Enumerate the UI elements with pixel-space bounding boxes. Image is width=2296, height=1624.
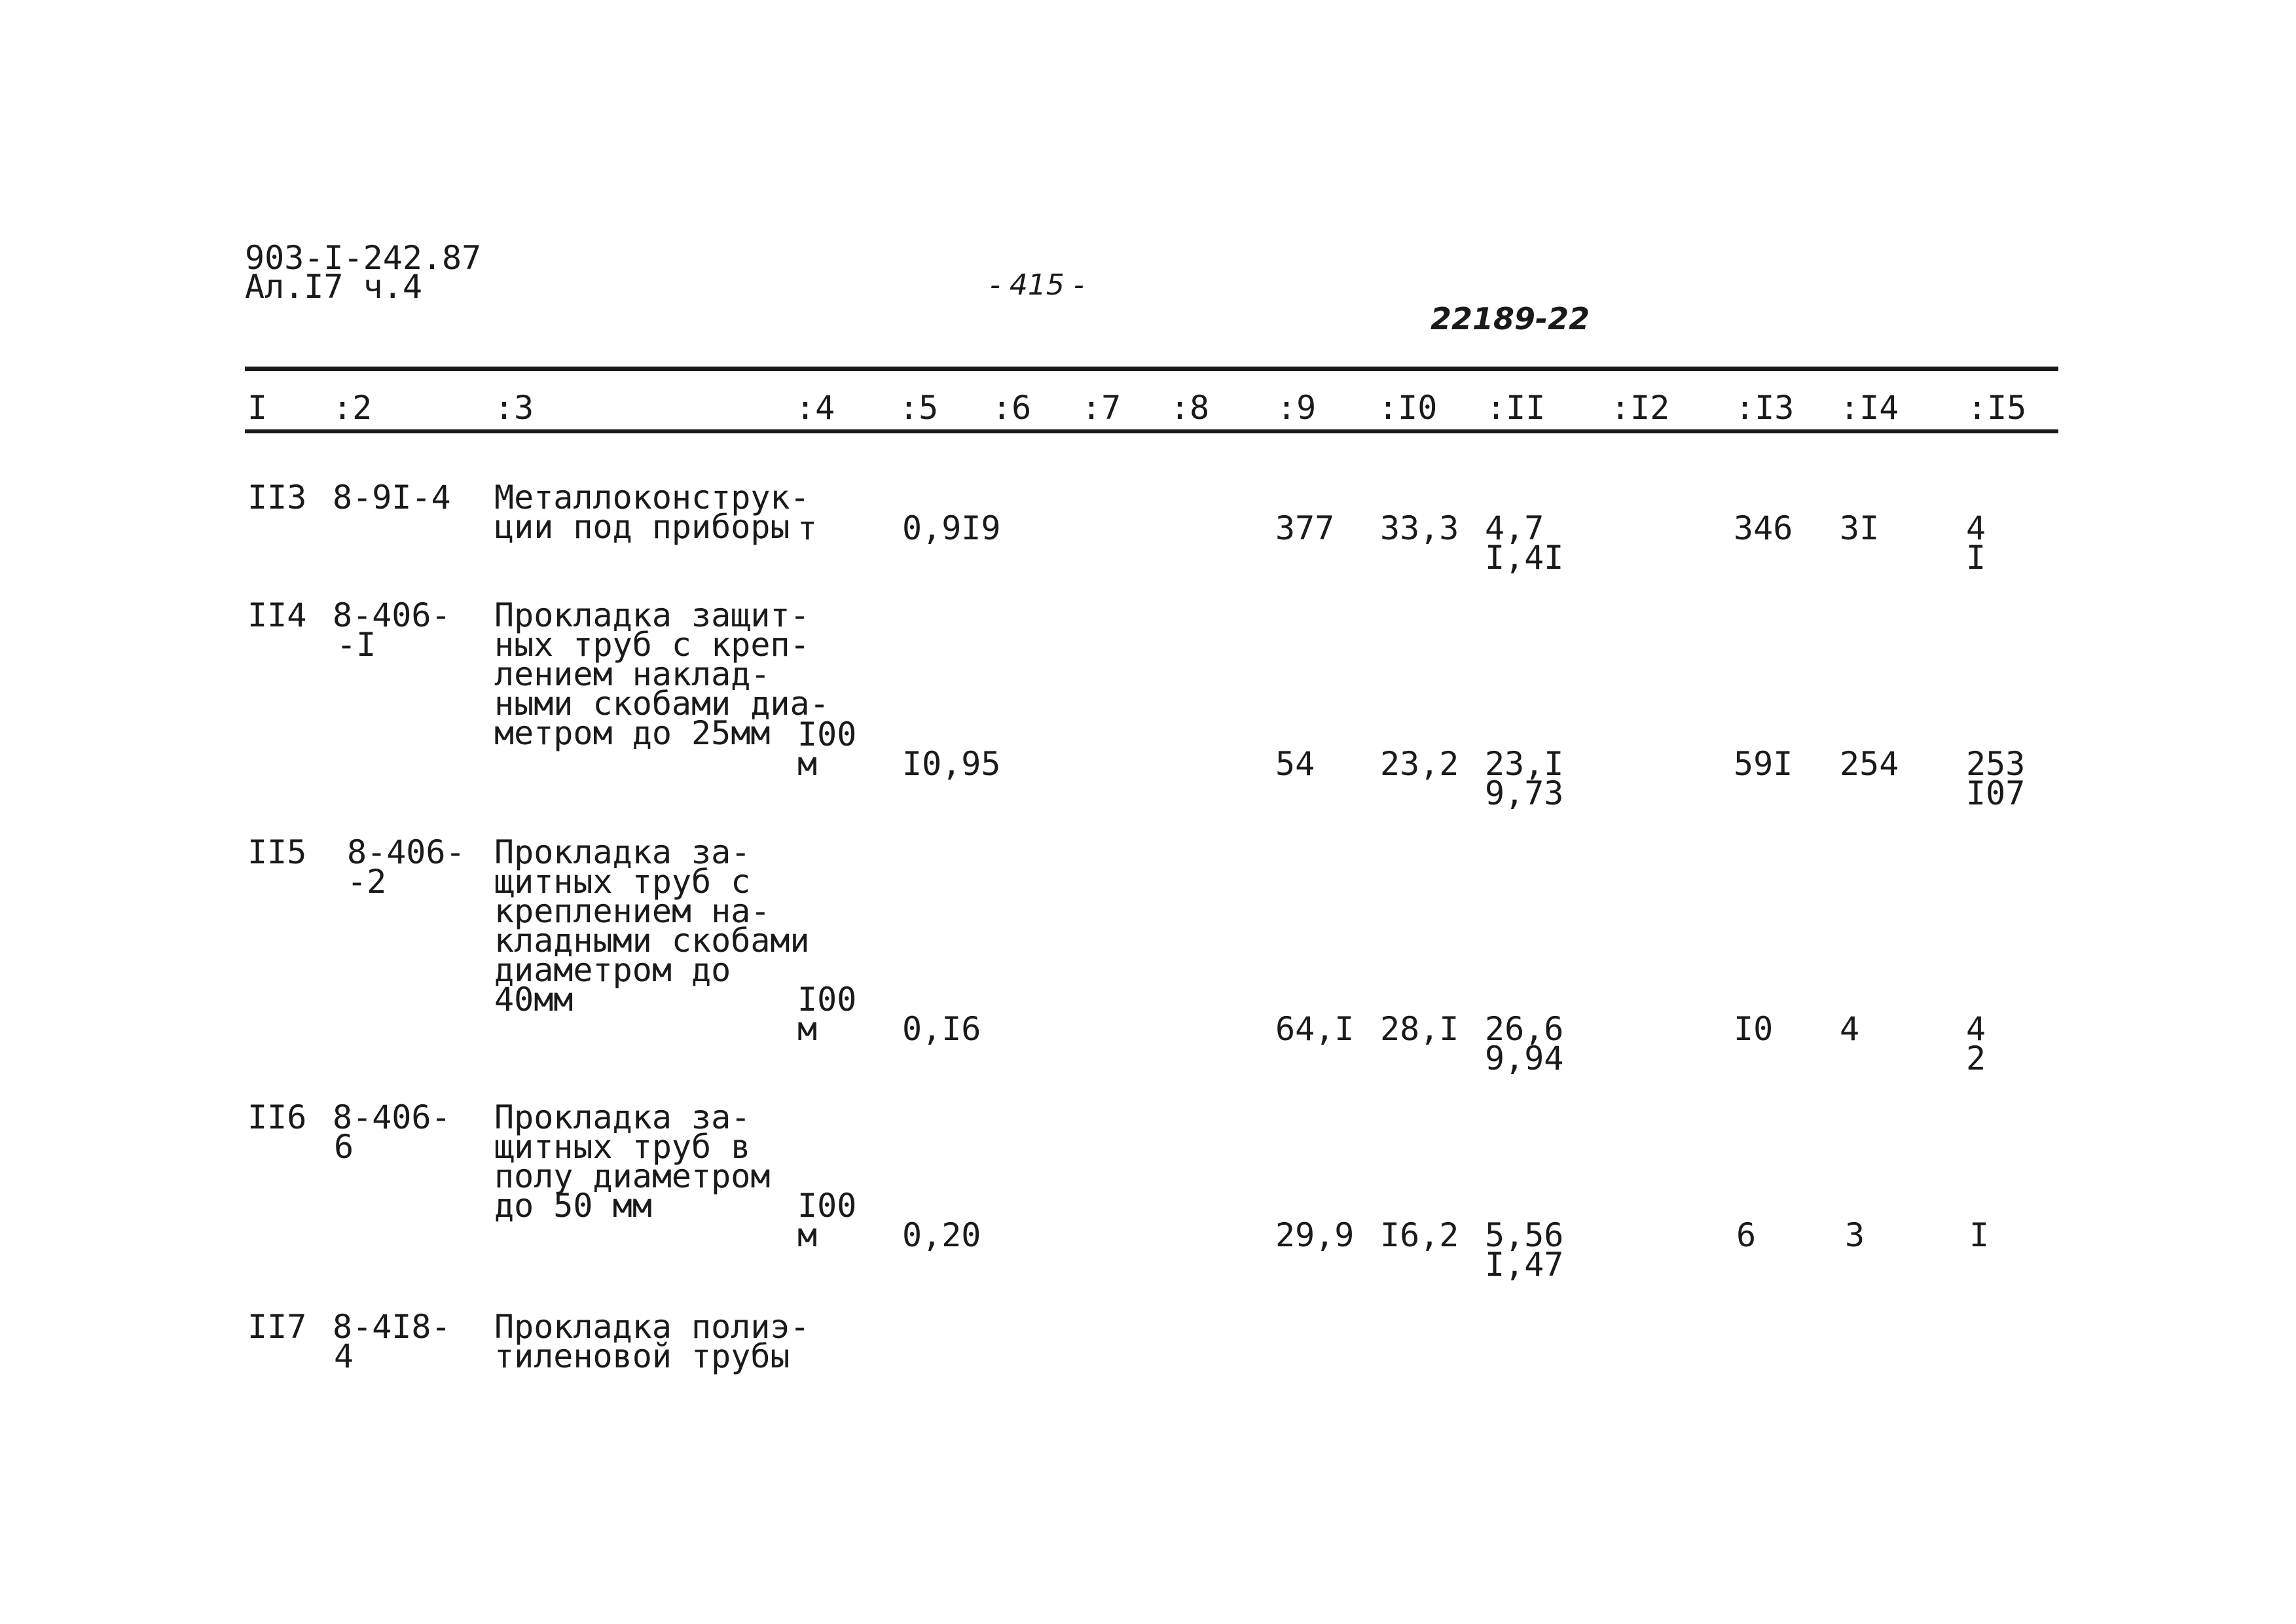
column-15-value: I (1969, 1216, 1990, 1254)
estimate-code: 8-4I8- 4 (333, 1308, 451, 1375)
column-10-value: 33,3 (1380, 509, 1459, 547)
column-header-5: :5 (899, 389, 939, 427)
work-name: Прокладка за- щитных труб с креплением на- кладными скобами диаметром до 40мм (494, 833, 810, 1019)
row-number: II6 (247, 1098, 307, 1136)
document-code (245, 239, 482, 306)
column-15-value: 4 I (1966, 509, 1986, 577)
row-number: II3 (247, 478, 307, 516)
column-header-2: :2 (333, 389, 373, 427)
estimate-code: 8-9I-4 (333, 478, 451, 516)
table-top-rule (245, 367, 2058, 371)
row-number: II7 (247, 1308, 307, 1346)
column-11-value: 23,I 9,73 (1485, 745, 1564, 812)
column-14-value: 254 (1840, 745, 1899, 783)
row-number: II4 (247, 596, 307, 634)
column-13-value: 346 (1734, 509, 1793, 547)
column-header-11: :II (1486, 389, 1546, 427)
column-header-14: :I4 (1840, 389, 1899, 427)
column-header-8: :8 (1170, 389, 1210, 427)
quantity: I0,95 (902, 745, 1001, 783)
column-header-6: :6 (992, 389, 1032, 427)
work-name: Металлоконструк- ции под приборы (494, 478, 810, 546)
column-13-value: 59I (1734, 745, 1793, 783)
column-9-value: 54 (1275, 745, 1315, 783)
work-name: Прокладка полиэ- тиленовой трубы (494, 1308, 810, 1375)
column-14-value: 3 (1845, 1216, 1865, 1254)
column-11-value: 4,7 I,4I (1485, 509, 1564, 577)
unit: I00 м (797, 981, 857, 1048)
document-code-line-2: Ал.I7 ч.4 (245, 268, 422, 306)
unit: I00 м (797, 715, 857, 783)
column-header-15: :I5 (1967, 389, 2027, 427)
estimate-code: 8-406- 6 (333, 1098, 451, 1166)
inventory-stamp: 22189-22 (1430, 301, 1590, 336)
column-header-13: :I3 (1735, 389, 1795, 427)
column-header-7: :7 (1082, 389, 1121, 427)
work-name: Прокладка защит- ных труб с креп- лением наклад- ными скобами диа- метром до 25мм (494, 596, 829, 752)
column-11-value: 26,6 9,94 (1485, 1010, 1564, 1077)
unit: т (797, 509, 818, 547)
estimate-code: 8-406- -2 (347, 833, 465, 901)
column-header-12: :I2 (1611, 389, 1670, 427)
work-name: Прокладка за- щитных труб в полу диаметром до 50 мм (494, 1098, 771, 1225)
quantity: 0,9I9 (902, 509, 1001, 547)
column-9-value: 64,I (1275, 1010, 1355, 1048)
column-15-value: 4 2 (1966, 1010, 1986, 1077)
column-10-value: I6,2 (1380, 1216, 1459, 1254)
column-header-4: :4 (795, 389, 835, 427)
document-code-line-1: 903-I-242.87 (245, 239, 482, 277)
column-header-10: :I0 (1378, 389, 1438, 427)
column-header-1: I (247, 389, 268, 427)
column-11-value: 5,56 I,47 (1485, 1216, 1564, 1284)
column-10-value: 28,I (1380, 1010, 1459, 1048)
column-10-value: 23,2 (1380, 745, 1459, 783)
column-header-9: :9 (1277, 389, 1317, 427)
quantity: 0,I6 (902, 1010, 981, 1048)
column-9-value: 377 (1275, 509, 1335, 547)
estimate-code: 8-406- -I (333, 596, 451, 664)
row-number: II5 (247, 833, 307, 871)
column-header-3: :3 (494, 389, 534, 427)
table-header-rule (245, 429, 2058, 433)
column-14-value: 3I (1840, 509, 1880, 547)
column-14-value: 4 (1840, 1010, 1860, 1048)
column-15-value: 253 I07 (1966, 745, 2026, 812)
page-number: - 415 - (990, 268, 1084, 302)
unit: I00 м (797, 1187, 857, 1254)
column-13-value: I0 (1734, 1010, 1774, 1048)
column-13-value: 6 (1736, 1216, 1757, 1254)
quantity: 0,20 (902, 1216, 981, 1254)
column-9-value: 29,9 (1275, 1216, 1355, 1254)
